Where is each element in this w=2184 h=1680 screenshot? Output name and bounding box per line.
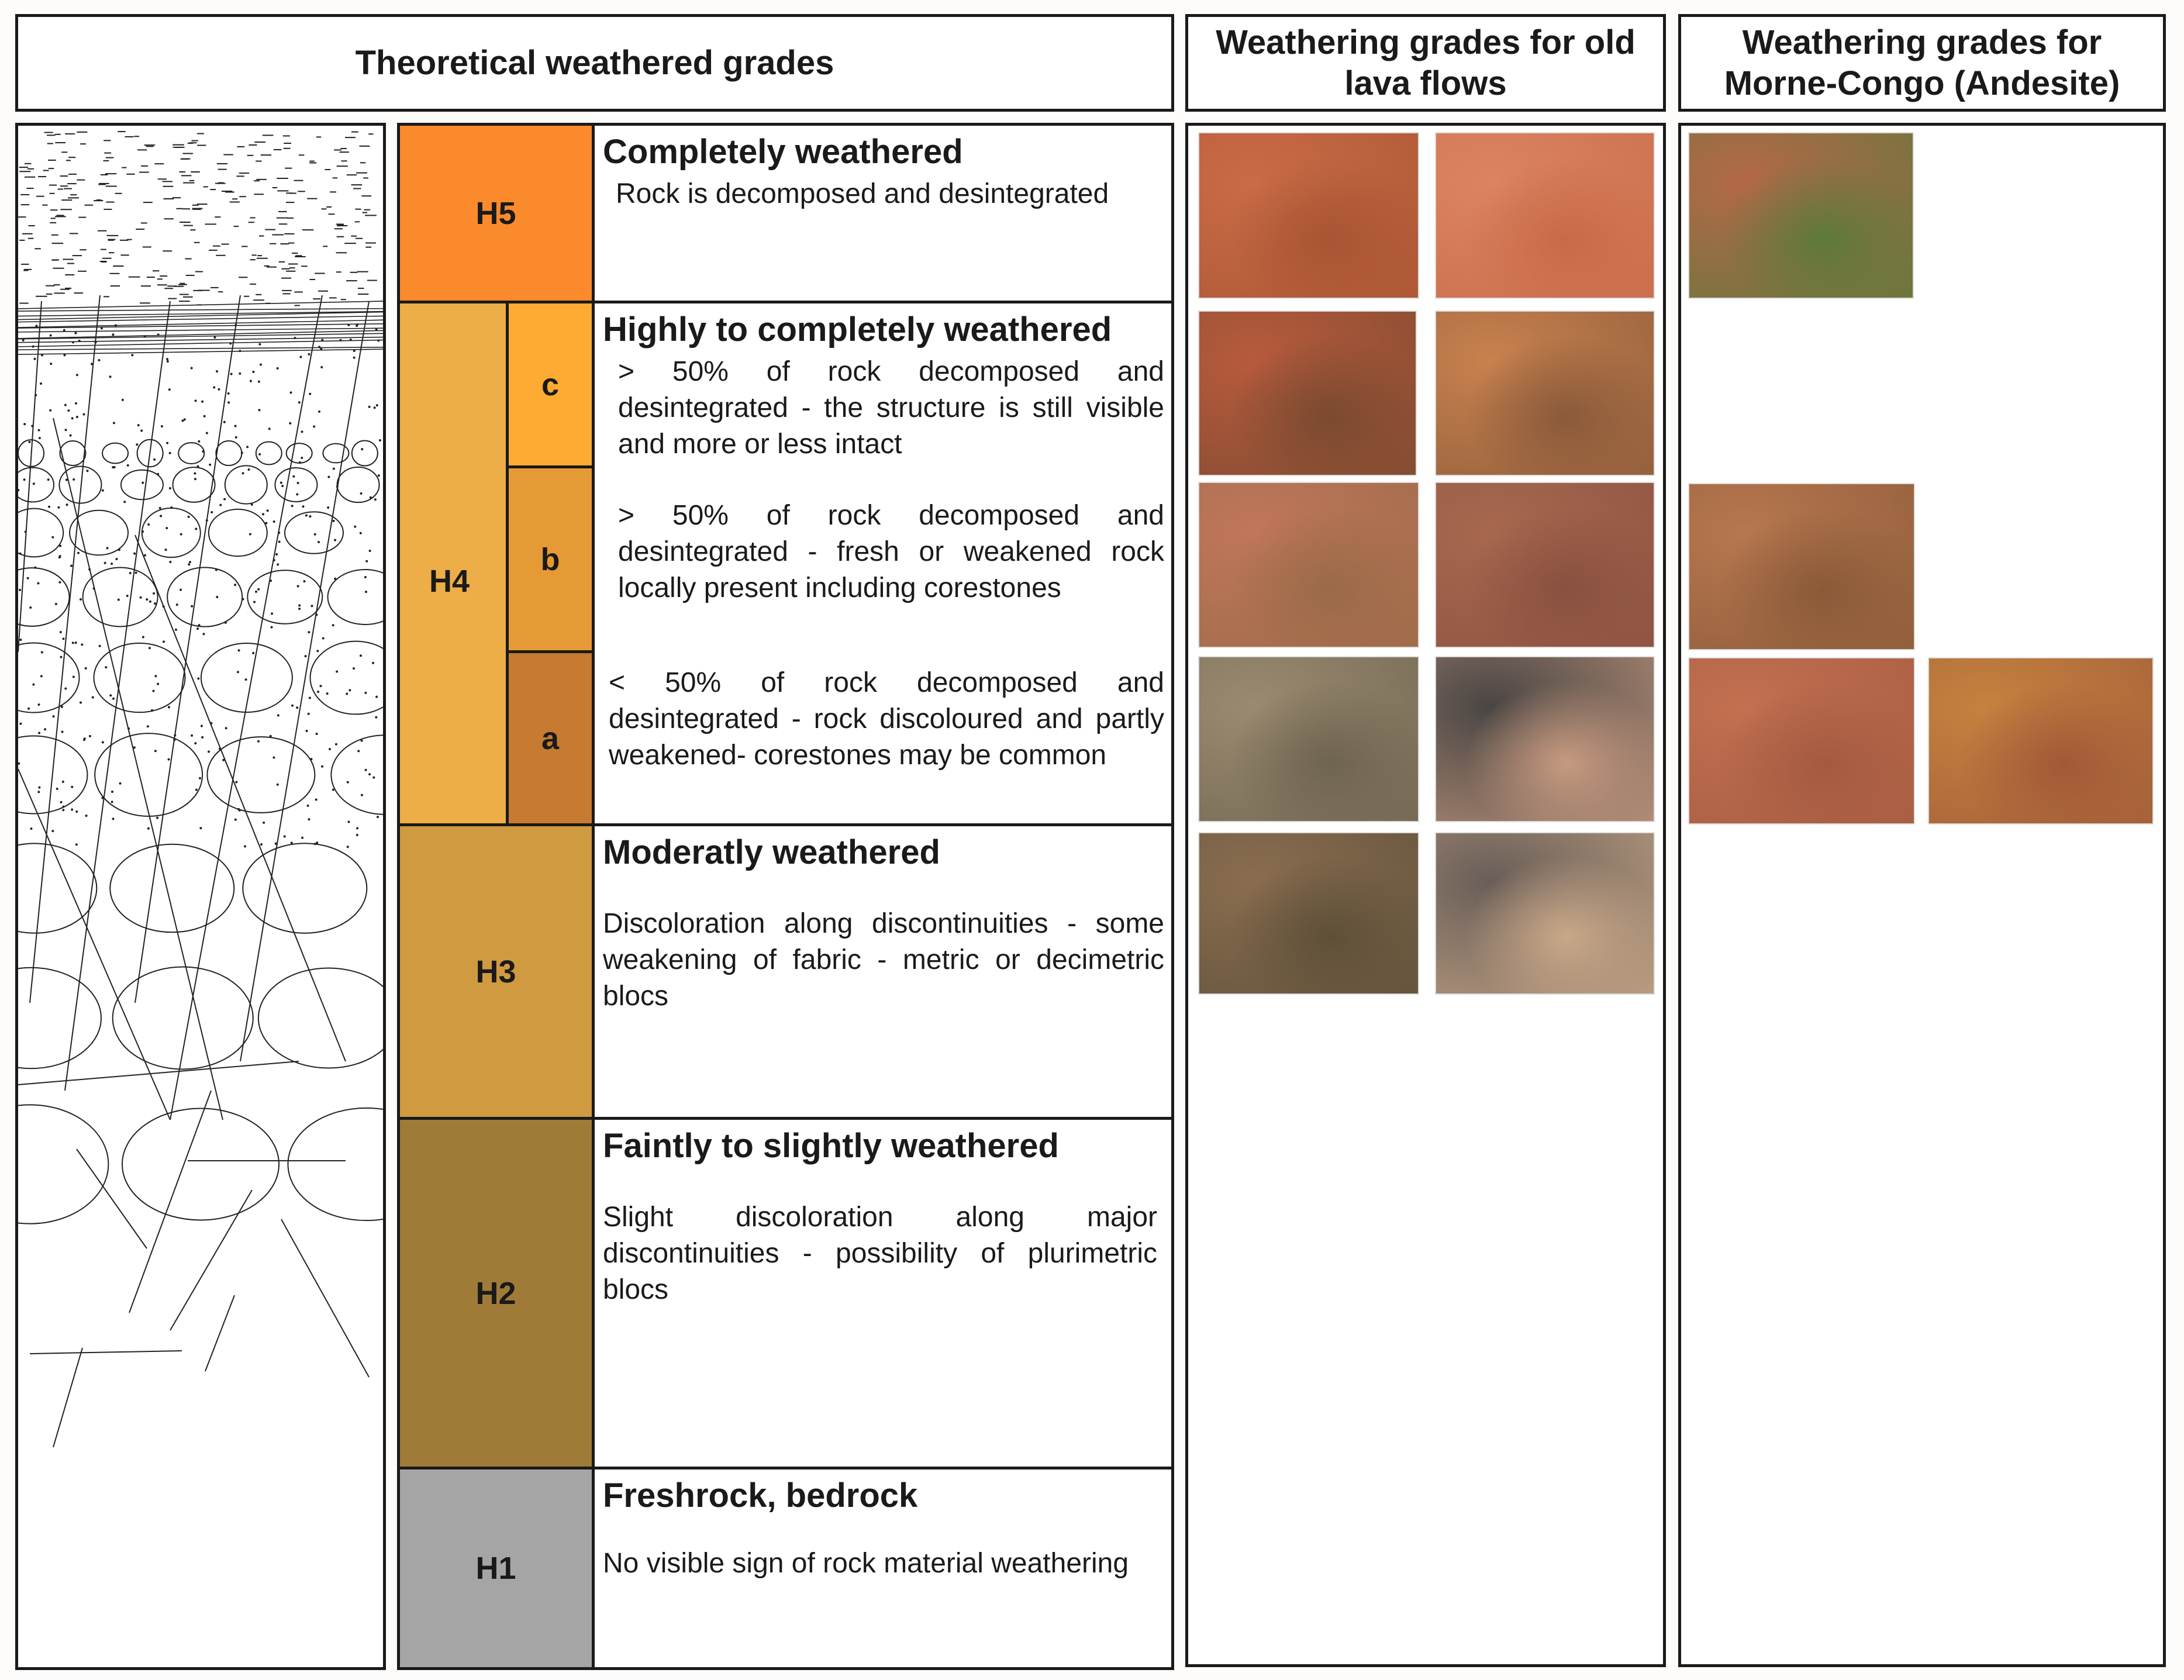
grade-h2: H2 [397,1117,595,1469]
outcrop-photo [1435,832,1655,995]
text-h4a: < 50% of rock decomposed and desintegrated - rock discoloured and partly weakened- corestones may be common [609,667,1164,771]
outcrop-photo [1928,657,2154,825]
outcrop-photo [1198,311,1417,476]
desc-h5 [592,123,1174,303]
outcrop-photo [1198,132,1419,299]
grade-h4c: c [506,301,595,468]
outcrop-photo [1435,132,1655,299]
text-h5: Rock is decomposed and desintegrated [616,178,1109,209]
title-h2: Faintly to slightly weathered [603,1127,1059,1165]
grade-h5: H5 [397,123,595,303]
grade-h3: H3 [397,823,595,1120]
outcrop-photo [1435,482,1655,648]
desc-h3 [592,823,1174,1120]
title-h1: Freshrock, bedrock [603,1477,918,1515]
outcrop-photo [1435,311,1655,476]
outcrop-photo [1688,132,1914,299]
outcrop-photo [1198,656,1419,822]
grade-h1: H1 [397,1467,595,1670]
text-h3: Discoloration along discontinuities - some weakening of fabric - metric or decimetric blocs [603,908,1164,1012]
text-h4b: > 50% of rock decomposed and desintegrated - fresh or weakened rock locally present including corestones [618,500,1164,603]
text-h4c: > 50% of rock decomposed and desintegrated - the structure is still visible and more or less intact [618,356,1164,460]
outcrop-photo [1435,656,1655,822]
outcrop-photo [1198,482,1419,648]
grade-h4: H4 [397,301,509,826]
desc-h1 [592,1467,1174,1670]
header-theoretical: Theoretical weathered grades [15,14,1174,112]
title-h5: Completely weathered [603,133,963,171]
grade-h4a: a [506,650,595,826]
weathering-profile-drawing [15,123,386,1670]
profile-sketch [18,126,383,1667]
header-old-lava: Weathering grades for old lava flows [1185,14,1666,112]
desc-h4 [592,301,1174,826]
outcrop-photo [1688,483,1915,650]
grade-h4b: b [506,465,595,653]
text-h1: No visible sign of rock material weathering [603,1548,1129,1579]
outcrop-photo [1198,832,1419,995]
text-h2: Slight discoloration along major discontinuities - possibility of plurimetric blocs [603,1202,1157,1305]
outcrop-photo [1688,657,1915,825]
desc-h2 [592,1117,1174,1469]
title-h4: Highly to completely weathered [603,311,1112,349]
morne-congo-photo-panel [1678,123,2166,1667]
header-morne-congo: Weathering grades for Morne-Congo (Andesite) [1678,14,2166,112]
title-h3: Moderatly weathered [603,833,940,871]
